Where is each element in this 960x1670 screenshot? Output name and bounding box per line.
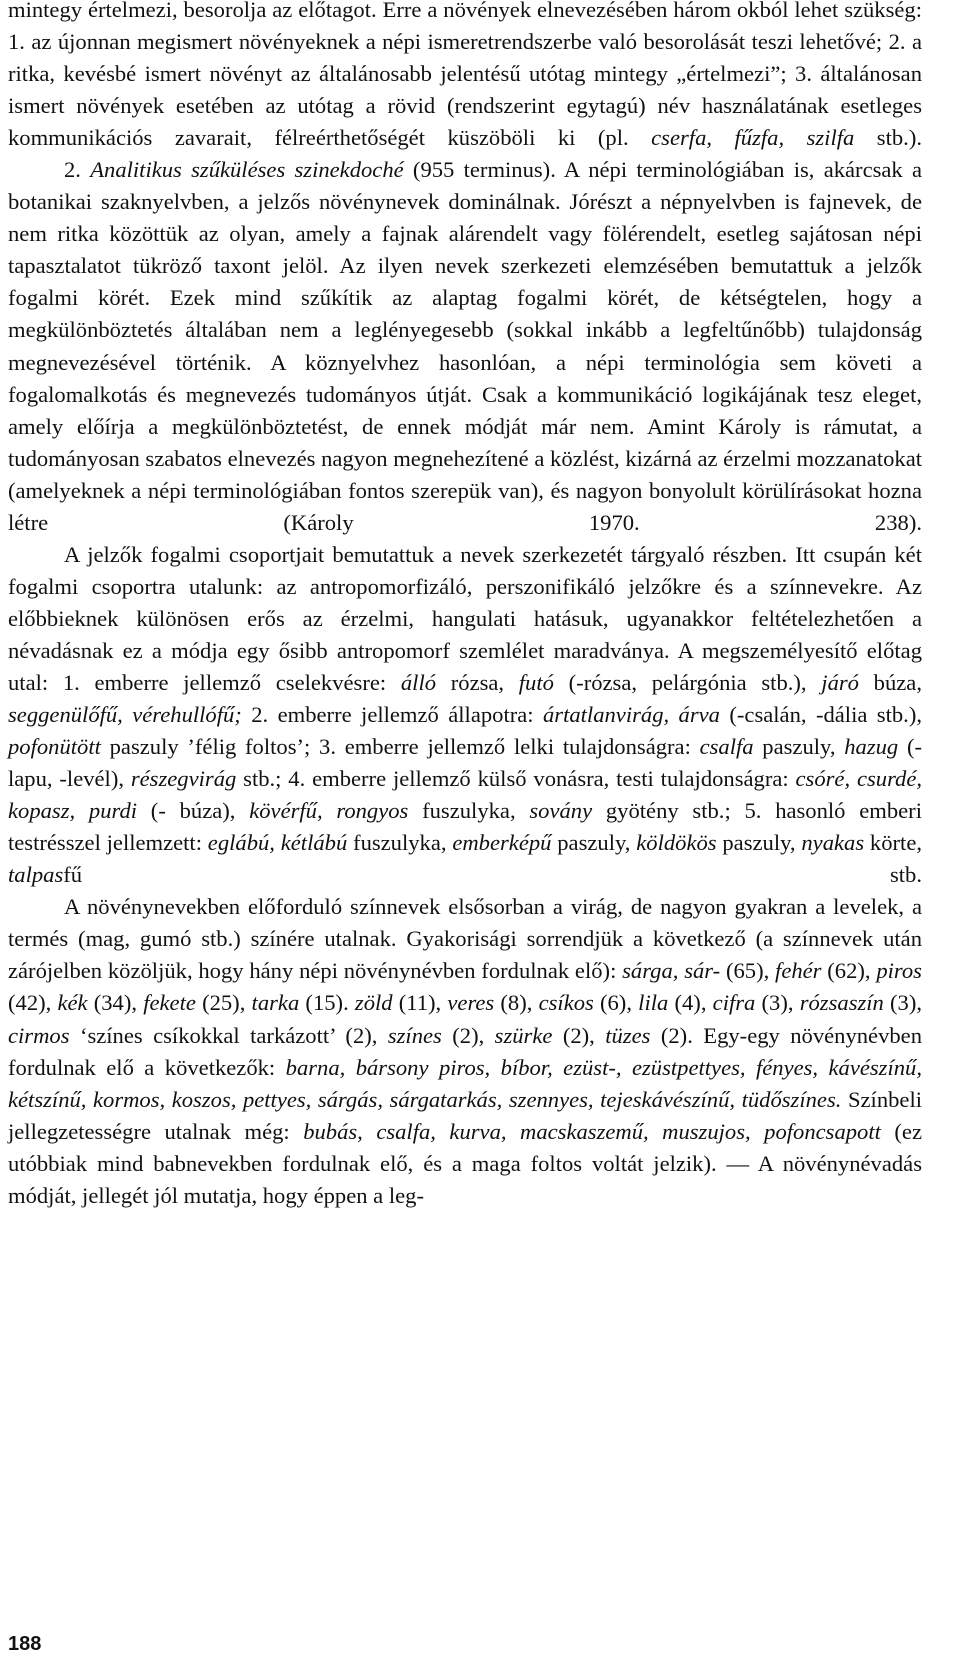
text-run: gyötény stb.; 5. hasonló emberi testrésszel jellemzett:: [8, 798, 922, 856]
body-text: [8, 0, 922, 1212]
italic-text: hazug: [844, 734, 899, 760]
text-run: A növénynevekben előforduló színnevek elsősorban a virág, de nagyon gyakran a levelek, a termés (mag, gumó stb.) színére utalnak. Gyakorisági sorrendjük a következő (a színnevek után zárójelben közöljük, hogy hány népi növénynévben fordulnak elő):: [8, 894, 922, 984]
italic-text: csalfa: [699, 734, 754, 760]
text-run: stb.; 4. emberre jellemző külső vonásra, testi tulajdonságra:: [236, 766, 796, 792]
italic-text: Analitikus szűküléses szinekdoché: [90, 157, 404, 183]
text-run: rózsa,: [436, 669, 519, 695]
text-run: 2.: [64, 157, 91, 183]
italic-text: szürke: [494, 1022, 553, 1048]
italic-text: futó: [518, 669, 554, 695]
text-run: fuszulyka,: [347, 830, 453, 856]
text-run: (2),: [441, 1022, 495, 1048]
text-run: paszuly ’félig foltos’; 3. emberre jellemző lelki tulajdonságra:: [100, 734, 700, 760]
italic-text: talpas: [8, 862, 64, 888]
text-run: (2). Egy-egy növénynévben fordulnak elő a következők:: [8, 1022, 922, 1080]
italic-text: tüzes: [605, 1022, 651, 1048]
italic-text: kövérfű, rongyos: [249, 798, 409, 824]
italic-text: bubás, csalfa, kurva, macskaszemű, muszujos, pofoncsapott: [303, 1118, 881, 1144]
text-run: (11),: [392, 990, 448, 1016]
text-run: (4),: [668, 990, 713, 1016]
italic-text: fekete: [143, 990, 196, 1016]
text-run: paszuly,: [753, 734, 845, 760]
text-run: A jelzők fogalmi csoportjait bemutattuk a nevek szerkezetét tárgyaló részben. Itt csupán két fogalmi csoportra utalunk: az antropomorfizáló, perszonifikáló jelzőkre és a színnevekre. Az előbbieknek különösen erős az érzelmi, hangulati hatásuk, ugyanakkor feltételezhetően a névadásnak ez a módja egy ősibb antropomorf szemlélet maradványa. A megszemélyesítő előtag utal: 1. emberre jellemző cselekvésre:: [8, 541, 922, 695]
text-run: (8),: [494, 990, 539, 1016]
text-run: (-rózsa, pelárgónia stb.),: [553, 669, 822, 695]
text-run: paszuly,: [716, 830, 802, 856]
italic-text: barna, bársony piros, bíbor, ezüst-, ezüstpettyes, fényes, kávészínű, kétszínű, kormos, koszos, pettyes, sárgás, sárgatarkás, szennyes, tejeskávészínű, tüdőszínes.: [8, 1054, 922, 1112]
italic-text: sárga, sár-: [622, 958, 721, 984]
text-run: körte,: [864, 830, 922, 856]
text-run: (65),: [720, 958, 776, 984]
italic-text: tarka: [251, 990, 300, 1016]
italic-text: csóré, csurdé, kopasz, purdi: [8, 766, 922, 824]
text-run: Színbeli jellegzetességre utalnak még:: [8, 1086, 923, 1144]
italic-text: cifra: [712, 990, 756, 1016]
text-run: (-csalán, -dália stb.),: [719, 702, 922, 728]
text-run: (42),: [8, 990, 58, 1016]
italic-text: lila: [638, 990, 669, 1016]
italic-text: színes: [387, 1022, 442, 1048]
paragraph: [8, 539, 922, 892]
italic-text: köldökös: [636, 830, 717, 856]
italic-text: álló: [400, 669, 437, 695]
text-run: stb.).: [854, 125, 922, 151]
text-run: (-lapu, -levél),: [8, 734, 922, 792]
italic-text: pofonütött: [8, 734, 101, 760]
text-run: (34),: [87, 990, 144, 1016]
italic-text: fehér: [775, 958, 822, 984]
italic-text: piros: [876, 958, 922, 984]
text-run: búza,: [858, 669, 922, 695]
italic-text: eglábú, kétlábú: [207, 830, 348, 856]
italic-text: zöld: [354, 990, 393, 1016]
text-run: (3),: [883, 990, 923, 1016]
italic-text: kék: [57, 990, 88, 1016]
paragraph: [8, 891, 922, 1211]
text-run: fuszulyka,: [408, 798, 530, 824]
italic-text: seggenülőfű, vérehullófű;: [8, 702, 242, 728]
paragraph: [8, 0, 922, 154]
paragraph: [8, 154, 922, 539]
text-run: 2. emberre jellemző állapotra:: [241, 702, 543, 728]
italic-text: részegvirág: [130, 766, 237, 792]
text-run: (62),: [821, 958, 877, 984]
italic-text: cserfa, fűzfa, szilfa: [651, 125, 855, 151]
text-run: fű stb.: [63, 862, 922, 888]
text-run: (ez utóbbiak mind babnevekben fordulnak elő, és a maga foltos voltát jelzik). — A növénynévadás módját, jellegét jól mutatja, hogy éppen a leg-: [8, 1118, 922, 1208]
italic-text: cirmos: [8, 1022, 70, 1048]
italic-text: emberképű: [452, 830, 552, 856]
italic-text: veres: [447, 990, 495, 1016]
text-run: ‘színes csíkokkal tarkázott’ (2),: [69, 1022, 388, 1048]
text-run: paszuly,: [551, 830, 637, 856]
text-run: (3),: [755, 990, 800, 1016]
italic-text: csíkos: [538, 990, 594, 1016]
text-run: (955 terminus). A népi terminológiában is, akárcsak a botanikai szaknyelvben, a jelzős növénynevek dominálnak. Jórészt a népnyelvben is fajnevek, de nem ritka közöttük az olyan, amely a fajnak alárendelt vagy fölérendelt, esetleg sajátosan népi tapasztalatot tükröző taxont jelöl. Az ilyen nevek szerkezeti elemzésében bemutattuk a jelzők fogalmi körét. Ezek mind szűkítik az alaptag fogalmi körét, de kétségtelen, hogy a megkülönböztetés általában nem a leglényegesebb (sokkal inkább a legfeltűnőbb) tulajdonság megnevezésével történik. A köznyelvhez hasonlóan, a népi terminológia sem követi a fogalomalkotás és megnevezés tudományos útját. Csak a kommunikáció logikájának tesz eleget, amely előírja a megkülönböztetést, de ennek módját már nem. Amint Károly is rámutat, a tudományosan szabatos elnevezés nagyon megnehezítené a közlést, kizárná az érzelmi mozzanatokat (amelyeknek a népi terminológiában fontos szerepük van), és nagyon bonyolult körülírásokat hozna létre (Károly 1970. 238).: [8, 157, 923, 535]
text-run: (2),: [552, 1022, 606, 1048]
italic-text: nyakas: [801, 830, 865, 856]
italic-text: rózsaszín: [799, 990, 884, 1016]
italic-text: sovány: [529, 798, 593, 824]
text-run: (15).: [299, 990, 355, 1016]
text-run: mintegy értelmezi, besorolja az előtagot. Erre a növények elnevezésében három okból lehet szükség: 1. az újonnan megismert növényeknek a népi ismeretrendszerbe való besorolását teszi lehetővé; 2. a ritka, kevésbé ismert növényt az általánosabb jelentésű utótag mintegy „értelmezi”; 3. általánosan ismert növények esetében az utótag a rövid (rendszerint egytagú) név használatának esetleges kommunikációs zavarait, félreérthetőségét küszöböli ki (pl.: [8, 0, 922, 151]
italic-text: ártatlanvirág, árva: [542, 702, 720, 728]
text-run: (6),: [593, 990, 639, 1016]
text-run: (- búza),: [137, 798, 250, 824]
text-run: (25),: [195, 990, 252, 1016]
italic-text: járó: [821, 669, 859, 695]
page-number: 188: [8, 1633, 42, 1655]
